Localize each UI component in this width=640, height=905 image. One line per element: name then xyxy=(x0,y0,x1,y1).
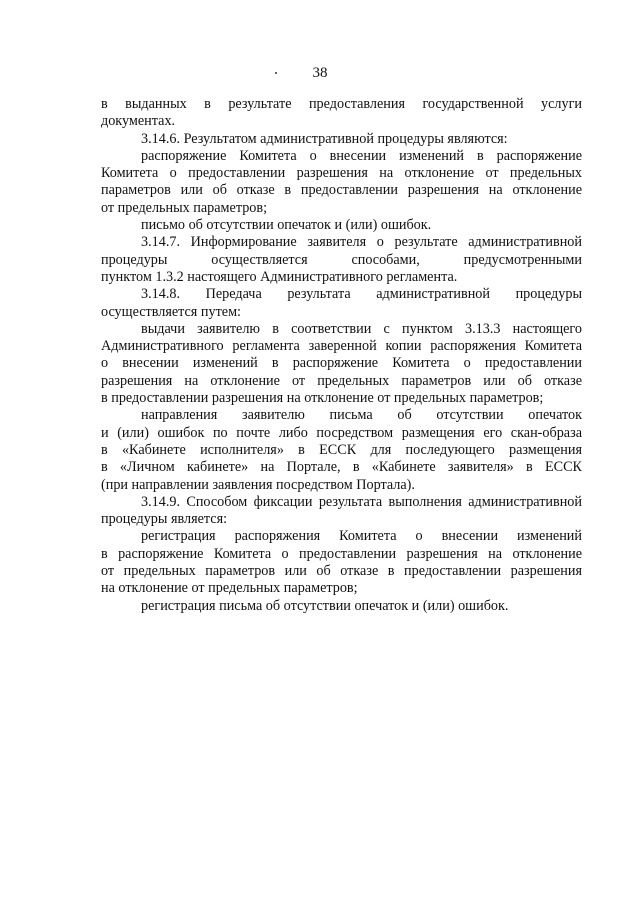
text-line: от предельных параметров или об отказе в предоставлении разрешения xyxy=(101,563,582,580)
text-line: в выданных в результате предоставления государственной услуги xyxy=(101,96,582,112)
text-line: в предоставлении разрешения на отклонение от предельных параметров; xyxy=(101,390,544,407)
text-line: Административного регламента заверенной копии распоряжения Комитета xyxy=(101,338,582,355)
text-line: в распоряжение Комитета о предоставлении разрешения на отклонение xyxy=(101,545,582,562)
text-line: параметров или об отказе в предоставлении разрешения на отклонение xyxy=(101,182,582,199)
text-line: осуществляется путем: xyxy=(101,303,241,320)
text-line: письмо об отсутствии опечаток и (или) ошибок. xyxy=(141,217,432,234)
text-line: (при направлении заявления посредством Портала). xyxy=(101,476,415,493)
text-line: регистрация распоряжения Комитета о внесении изменений xyxy=(141,528,582,545)
text-line: Комитета о предоставлении разрешения на отклонение от предельных xyxy=(101,165,582,182)
text-line: документах. xyxy=(101,113,176,130)
text-line: 3.14.9. Способом фиксации результата выполнения административной xyxy=(141,493,582,510)
text-line: 3.14.7. Информирование заявителя о результате административной xyxy=(141,234,582,251)
text-line: от предельных параметров; xyxy=(101,199,268,216)
text-line: процедуры осуществляется способами, предусмотренными xyxy=(101,251,582,268)
text-line: на отклонение от предельных параметров; xyxy=(101,580,358,597)
text-line: 3.14.8. Передача результата административной процедуры xyxy=(141,286,582,303)
text-line: 3.14.6. Результатом административной процедуры являются: xyxy=(141,130,508,147)
text-line: регистрация письма об отсутствии опечаток и (или) ошибок. xyxy=(141,597,509,614)
text-line: в «Кабинете исполнителя» в ЕССК для последующего размещения xyxy=(101,441,582,458)
text-line: распоряжение Комитета о внесении изменений в распоряжение xyxy=(141,147,582,164)
text-line: разрешения на отклонение от предельных параметров или об отказе xyxy=(101,372,582,389)
text-line: направления заявителю письма об отсутствии опечаток xyxy=(141,407,582,424)
text-line: в «Личном кабинете» на Портале, в «Кабинете заявителя» в ЕССК xyxy=(101,459,582,476)
text-line: пунктом 1.3.2 настоящего Административного регламента. xyxy=(101,268,458,285)
text-line: выдачи заявителю в соответствии с пунктом 3.13.3 настоящего xyxy=(141,320,582,337)
text-line: о внесении изменений в распоряжение Комитета о предоставлении xyxy=(101,355,582,372)
page-number: 38 xyxy=(312,65,328,81)
body-text xyxy=(101,96,582,615)
text-line: процедуры является: xyxy=(101,511,228,528)
text-line: и (или) ошибок по почте либо посредством размещения его скан-образа xyxy=(101,424,582,441)
